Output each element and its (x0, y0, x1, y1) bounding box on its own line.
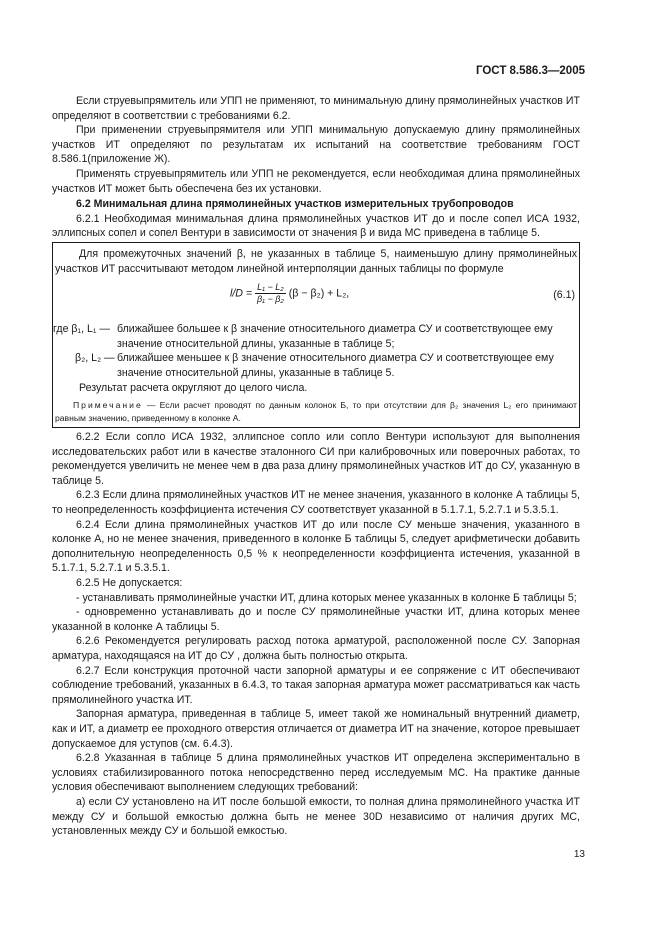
list-item: а) если СУ установлено на ИТ после большой емкости, то полная длина прямолинейного участка ИТ между СУ и большой емкостью должна быть не менее 30D независимо от наличия других МС, установленных между СУ и большой емкостью. (52, 795, 580, 838)
paragraph-6-2-7: 6.2.7 Если конструкция проточной части запорной арматуры и ее сопряжение с ИТ обеспечивают соблюдение требований, указанных в 6.4.3, то такая запорная арматура может рассматриваться как часть прямолинейного участка ИТ. (52, 664, 580, 706)
formula-6-1 (53, 278, 579, 322)
formula-denominator: β₁ − β₂ (257, 294, 284, 305)
formula-fraction (255, 282, 286, 305)
note-text: — Если расчет проводят по данным колонок Б, то при отсутствии для β₂ значения L₂ его принимают равным значению, приведенному в колонке А. (55, 400, 577, 424)
paragraph: Применять струевыпрямитель или УПП не рекомендуется, если необходимая длина прямолинейных участков ИТ может быть обеспечена без их установки. (52, 167, 580, 195)
paragraph-6-2-4: 6.2.4 Если длина прямолинейных участков ИТ до или после СУ меньше значения, указанного в колонке А, но не менее значения, приведенного в колонке Б таблицы 5, следует арифметически добавить дополнительную неопределенность 0,5 % к неопределенности коэффициента истечения, указанной в 5.1.7.1, 5.2.7.1 и 5.3.5.1. (52, 518, 580, 575)
page-number: 13 (573, 849, 585, 860)
where-item-2 (53, 351, 579, 380)
where-text: ближайшее большее к β значение относительного диаметра СУ и соответствующее ему значение относительной длины, указанные в таблице 5; (117, 323, 553, 350)
paragraph: Если струевыпрямитель или УПП не применяют, то минимальную длину прямолинейных участков ИТ определяют в соответствии с требованиями 6.2. (52, 95, 580, 122)
rounding-rule: Результат расчета округляют до целого числа. (79, 381, 308, 394)
list-item: - устанавливать прямолинейные участки ИТ, длина которых менее указанных в колонке Б таблицы 5; (76, 591, 577, 604)
note (53, 395, 579, 425)
paragraph-6-2-6: 6.2.6 Рекомендуется регулировать расход потока арматурой, расположенной после СУ. Запорная арматура, находящаяся на ИТ до СУ , должна быть полностью открыта. (52, 635, 580, 662)
list-item: - одновременно устанавливать до и после СУ прямолинейные участки ИТ, длина которых менее указанной в колонке А таблицы 5. (52, 606, 580, 633)
paragraph-6-2-8: 6.2.8 Указанная в таблице 5 длина прямолинейных участков ИТ определена экспериментально в условиях стабилизированного потока непосредственно перед исследуемым МС. На практике данные условия обеспечивают выполнением следующих требований: (52, 752, 580, 794)
section-heading: 6.2 Минимальная длина прямолинейных участков измерительных трубопроводов (76, 198, 514, 211)
document-header: ГОСТ 8.586.3—2005 (475, 65, 585, 77)
paragraph: При применении струевыпрямителя или УПП минимальную допускаемую длину прямолинейных участков ИТ определяют по результатам их испытаний на соответствие требованиям ГОСТ 8.586.1(приложение Ж). (52, 124, 580, 166)
paragraph-6-2-3: 6.2.3 Если длина прямолинейных участков ИТ не менее значения, указанного в колонке А таблицы 5, то неопределенность коэффициента истечения СУ соответствует указанной в 5.1.7.1, 5.2.7.1 и 5.3.5.1. (52, 489, 580, 517)
formula-lhs: l/D = (230, 287, 253, 300)
paragraph-6-2-1: 6.2.1 Необходимая минимальная длина прямолинейных участков ИТ до и после сопел ИСА 1932, эллипсных сопел и сопел Вентури в зависимости от значения β и вида МС приведена в таблице 5. (52, 212, 580, 240)
where-text: ближайшее меньшее к β значение относительного диаметра СУ и соответствующее ему значение относительной длины, указанные в таблице 5. (117, 352, 554, 379)
box-intro: Для промежуточных значений β, не указанных в таблице 5, наименьшую длину прямолинейных участков ИТ рассчитывают методом линейной интерполяции данных таблицы по формуле (55, 247, 577, 275)
where-label: β₂, L₂ — (75, 352, 115, 365)
where-label: где β₁, L₁ — (53, 323, 110, 336)
where-item-1 (53, 322, 579, 351)
page-content (52, 94, 580, 839)
paragraph-6-2-5: 6.2.5 Не допускается: (76, 577, 183, 590)
interpolation-box (52, 242, 580, 428)
formula-number: (6.1) (553, 289, 575, 302)
formula-numerator: L₁ − L₂ (255, 282, 286, 294)
note-label: Примечание (73, 400, 143, 411)
paragraph-6-2-2: 6.2.2 Если сопло ИСА 1932, эллипсное сопло или сопло Вентури используют для выполнения исследовательских работ или в качестве эталонного СИ при калибровочных или поверочных работах, то рекомендуется увеличить не менее чем в два раза длину прямолинейных участков ИТ до СУ, указанную в таблице 5. (52, 431, 580, 487)
formula-rhs: (β − β₂) + L₂, (288, 287, 350, 300)
paragraph: Запорная арматура, приведенная в таблице 5, имеет такой же номинальный внутренний диаметр, как и ИТ, а диаметр ее проходного отверстия отличается от диаметра ИТ на значение, которое превышает допускаемое для уступов (см. 6.4.3). (52, 708, 580, 750)
